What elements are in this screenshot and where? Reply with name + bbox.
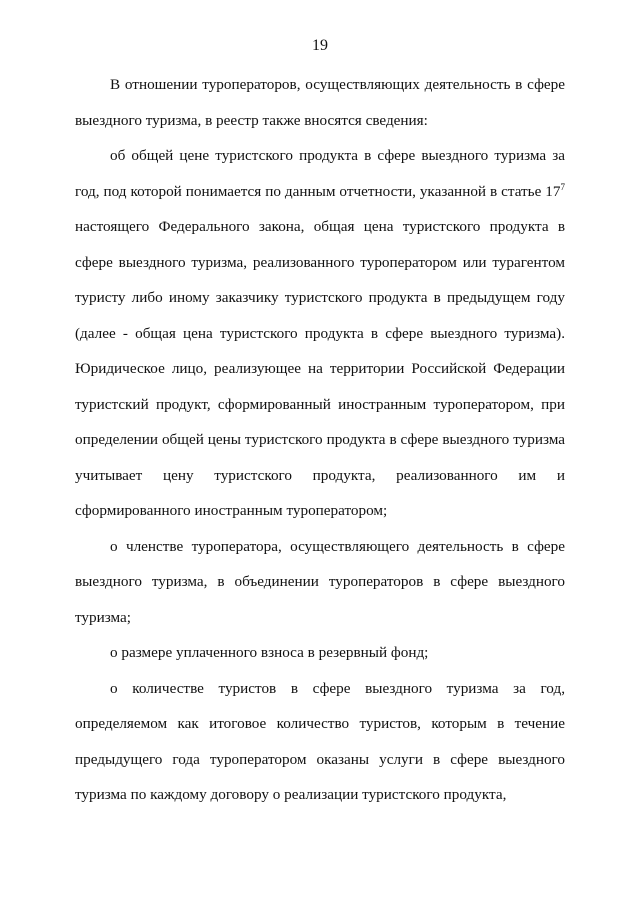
document-body xyxy=(75,67,565,813)
article-superscript: 7 xyxy=(560,181,565,192)
paragraph-reserve-fund: о размере уплаченного взноса в резервный фонд; xyxy=(110,644,429,661)
paragraph-total-price-text-end: настоящего Федерального закона, общая цена туристского продукта в сфере выездного туризма, реализованного туроператором или турагентом туристу либо иному заказчику туристского продукта в предыдущем году (далее - общая цена туристского продукта в сфере выездного туризма). Юридическое лицо, реализующее на территории Российской Федерации туристский продукт, сформированный иностранным туроператором, при определении общей цены туристского продукта в сфере выездного туризма учитывает цену туристского продукта, реализованного им и сформированного иностранным туроператором; xyxy=(75,218,565,519)
page-number: 19 xyxy=(312,37,328,54)
paragraph-total-price-text-start: об общей цене туристского продукта в сфере выездного туризма за год, под которой понимается по данным отчетности, указанной в статье 17 xyxy=(75,147,565,200)
paragraph-membership: о членстве туроператора, осуществляющего деятельность в сфере выездного туризма, в объединении туроператоров в сфере выездного туризма; xyxy=(75,537,565,626)
paragraph-intro: В отношении туроператоров, осуществляющих деятельность в сфере выездного туризма, в реестр также вносятся сведения: xyxy=(75,76,565,129)
paragraph-tourist-count: о количестве туристов в сфере выездного туризма за год, определяемом как итоговое количество туристов, которым в течение предыдущего года туроператором оказаны услуги в сфере выездного туризма по каждому договору о реализации туристского продукта, xyxy=(75,679,565,803)
paragraph-total-price xyxy=(75,138,565,529)
